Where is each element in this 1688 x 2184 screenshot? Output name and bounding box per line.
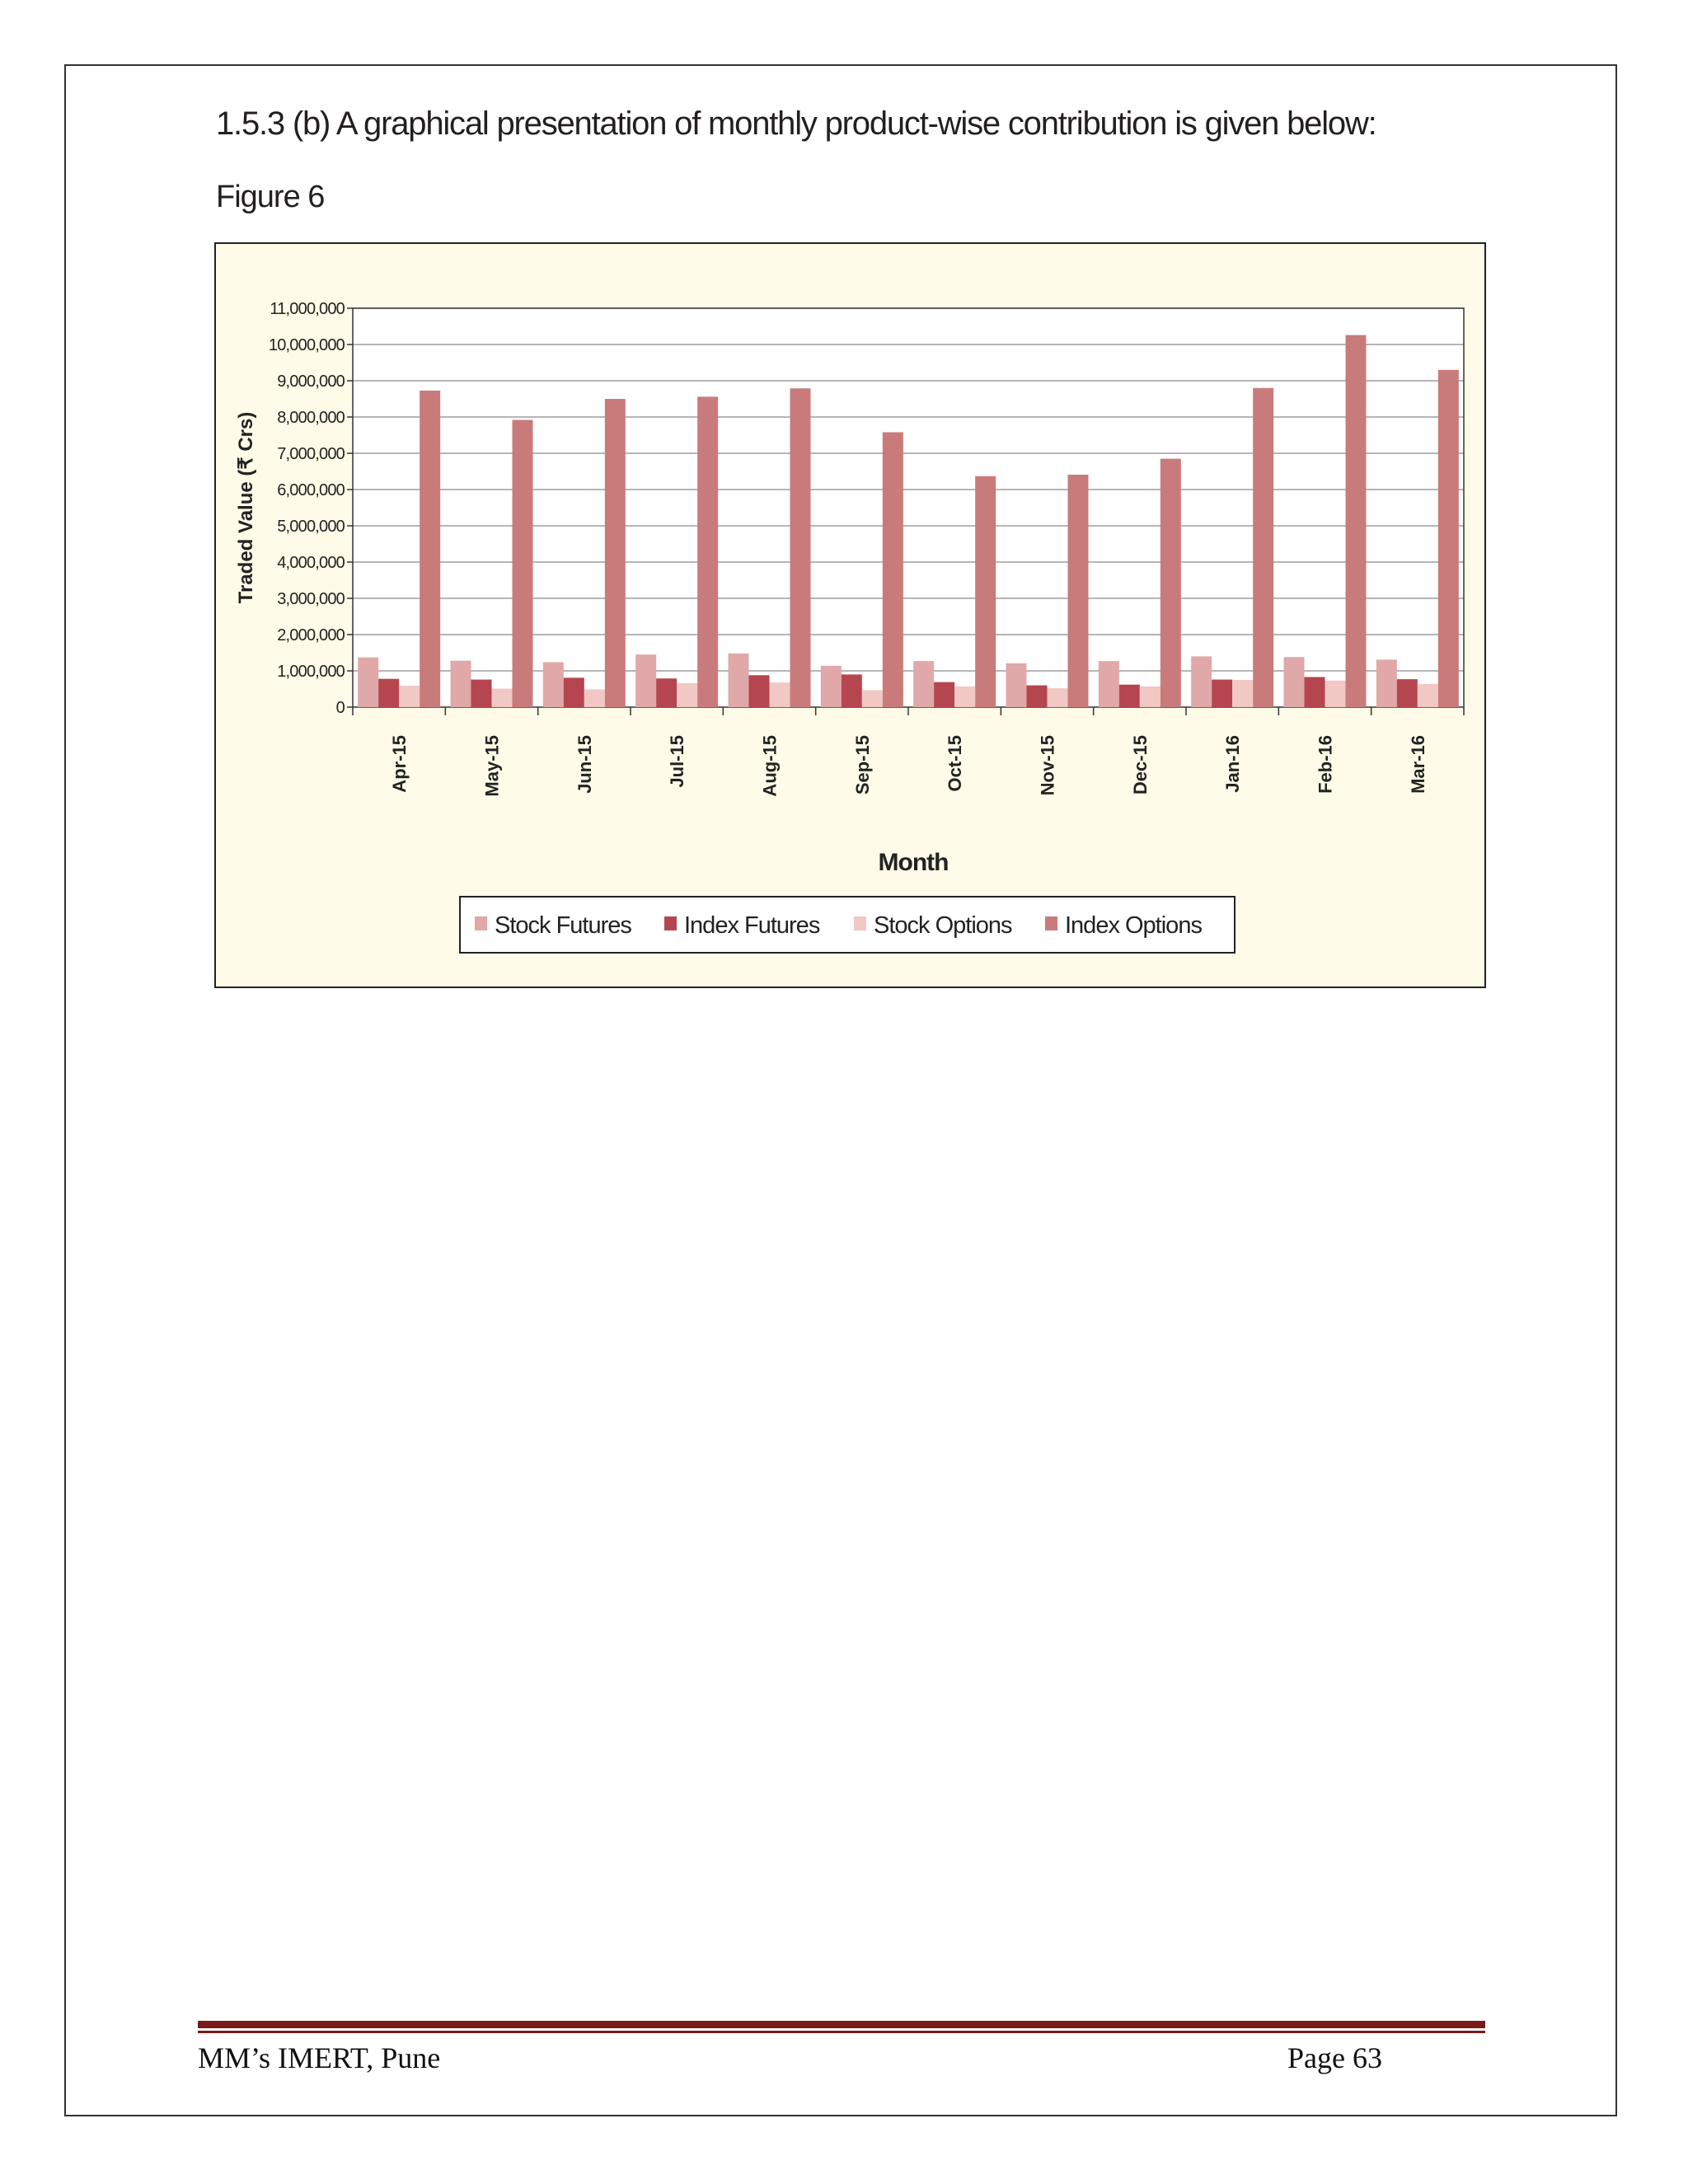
bar bbox=[378, 679, 399, 707]
x-tick-label: Nov-15 bbox=[1037, 735, 1058, 796]
y-tick-label: 11,000,000 bbox=[270, 300, 345, 318]
bar bbox=[842, 674, 862, 707]
figure-label: Figure 6 bbox=[216, 180, 325, 214]
chart-frame bbox=[214, 242, 1486, 988]
bar bbox=[1418, 684, 1438, 707]
bar bbox=[1048, 688, 1068, 707]
bar bbox=[584, 689, 605, 707]
bar bbox=[1346, 335, 1367, 707]
bar bbox=[1376, 659, 1397, 707]
bar bbox=[1140, 687, 1160, 707]
bar bbox=[883, 432, 903, 707]
bar bbox=[420, 391, 440, 707]
bar bbox=[656, 678, 677, 707]
bar bbox=[451, 661, 471, 707]
bar bbox=[1284, 657, 1305, 707]
bar bbox=[635, 654, 656, 707]
y-tick-label: 8,000,000 bbox=[277, 409, 345, 427]
bar bbox=[513, 420, 533, 707]
bar bbox=[790, 388, 811, 707]
bar bbox=[749, 675, 770, 707]
y-tick-label: 4,000,000 bbox=[277, 554, 345, 572]
legend-label: Index Futures bbox=[684, 912, 820, 939]
y-tick-label: 2,000,000 bbox=[277, 626, 345, 644]
x-tick-label: Oct-15 bbox=[945, 735, 966, 792]
bar bbox=[1212, 680, 1232, 707]
bar bbox=[770, 682, 790, 707]
x-tick-label: Mar-16 bbox=[1407, 735, 1428, 794]
bar bbox=[1068, 475, 1089, 707]
bar bbox=[399, 686, 420, 707]
x-tick-label: Jun-15 bbox=[574, 735, 595, 794]
y-tick-label: 6,000,000 bbox=[277, 481, 345, 499]
bar bbox=[954, 687, 975, 707]
y-tick-label: 1,000,000 bbox=[277, 663, 345, 681]
footer-rule-thin bbox=[198, 2031, 1485, 2033]
bar bbox=[1119, 685, 1140, 707]
bar bbox=[697, 396, 718, 707]
x-tick-label: Jan-16 bbox=[1222, 735, 1244, 793]
bar bbox=[1160, 459, 1181, 707]
section-heading: 1.5.3 (b) A graphical presentation of monthly product-wise contribution is given below: bbox=[216, 105, 1376, 142]
footer-rule bbox=[198, 2021, 1485, 2028]
legend-swatch bbox=[1045, 916, 1057, 930]
y-tick-label: 9,000,000 bbox=[277, 373, 345, 391]
x-tick-label: Feb-16 bbox=[1315, 735, 1336, 794]
x-tick-label: Jul-15 bbox=[667, 735, 688, 788]
legend-swatch bbox=[475, 916, 487, 930]
bar bbox=[605, 399, 626, 707]
bar bbox=[492, 689, 513, 707]
y-axis-label: Traded Value (₹ Crs) bbox=[235, 411, 257, 604]
bar bbox=[543, 662, 564, 707]
legend-label: Stock Futures bbox=[495, 912, 631, 939]
bar bbox=[677, 683, 697, 707]
bar bbox=[975, 476, 996, 707]
footer-institution: MM’s IMERT, Pune bbox=[198, 2041, 441, 2074]
bar bbox=[934, 682, 954, 707]
y-tick-label: 5,000,000 bbox=[277, 518, 345, 536]
legend-label: Stock Options bbox=[874, 912, 1012, 939]
x-tick-label: May-15 bbox=[481, 735, 503, 797]
legend-swatch bbox=[854, 916, 866, 930]
bar bbox=[1006, 663, 1027, 707]
y-tick-label: 0 bbox=[335, 699, 345, 717]
bar bbox=[1253, 388, 1273, 707]
bar bbox=[1438, 370, 1459, 707]
y-tick-label: 10,000,000 bbox=[268, 336, 345, 354]
x-tick-label: Aug-15 bbox=[759, 735, 781, 797]
bar bbox=[1232, 680, 1253, 707]
y-tick-label: 7,000,000 bbox=[277, 445, 345, 463]
bar bbox=[1325, 681, 1346, 707]
bar bbox=[1397, 679, 1418, 707]
bar bbox=[471, 680, 492, 707]
legend-swatch bbox=[664, 916, 677, 930]
bar bbox=[862, 690, 883, 707]
x-axis-label: Month bbox=[878, 849, 949, 876]
bar bbox=[358, 658, 378, 707]
bar bbox=[729, 654, 749, 707]
bar-chart bbox=[216, 244, 1484, 987]
legend-label: Index Options bbox=[1065, 912, 1202, 939]
y-tick-label: 3,000,000 bbox=[277, 590, 345, 608]
bar bbox=[913, 661, 934, 707]
bar bbox=[1099, 661, 1119, 707]
bar bbox=[1027, 686, 1048, 707]
bar bbox=[564, 677, 584, 707]
page-number: Page 63 bbox=[1287, 2041, 1382, 2074]
x-tick-label: Dec-15 bbox=[1129, 735, 1151, 795]
bar bbox=[1191, 656, 1212, 707]
x-tick-label: Sep-15 bbox=[851, 735, 873, 795]
x-tick-label: Apr-15 bbox=[389, 735, 410, 793]
bar bbox=[1305, 677, 1325, 707]
bar bbox=[821, 666, 842, 707]
